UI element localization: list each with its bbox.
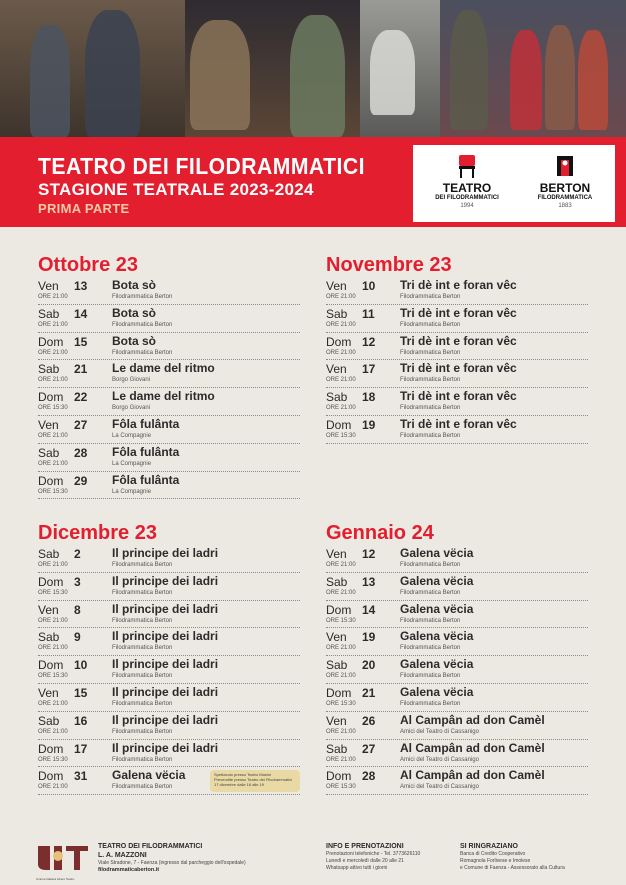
event-show: Galena vëcia xyxy=(400,573,474,588)
event-date: 19 xyxy=(362,630,376,645)
event-show: Il principe dei ladri xyxy=(112,740,219,755)
event-time: ORE 15:30 xyxy=(326,432,356,439)
event-date: 12 xyxy=(362,547,376,561)
event-show: Fôla fulânta xyxy=(112,472,180,487)
event-date: 29 xyxy=(74,473,88,488)
header-photo-strip xyxy=(0,0,626,137)
venue-note xyxy=(210,770,300,792)
event-show: Tri dè int e foran vêc xyxy=(400,416,517,431)
theatre-title: TEATRO DEI FILODRAMMATICI xyxy=(38,153,365,179)
event-show: Il principe dei ladri xyxy=(112,573,219,588)
event-date: 21 xyxy=(362,685,376,700)
event-time: ORE 21:00 xyxy=(38,294,68,300)
event-day: Sab xyxy=(38,445,60,460)
event-day: Ven xyxy=(326,547,347,561)
event-company: Filodrammatica Berton xyxy=(112,756,173,763)
event-row xyxy=(38,628,300,656)
event-day: Ven xyxy=(38,279,59,293)
event-day: Sab xyxy=(38,630,60,645)
event-show: Il principe dei ladri xyxy=(112,684,219,699)
note-line: 17 dicembre dalle 16 alle 19 xyxy=(214,782,265,787)
event-date: 13 xyxy=(362,574,376,589)
event-row xyxy=(326,277,588,305)
event-date: 28 xyxy=(362,769,376,784)
event-company: Filodrammatica Berton xyxy=(112,617,173,624)
logos-box xyxy=(413,145,615,222)
event-date: 28 xyxy=(74,445,88,460)
event-time: ORE 15:30 xyxy=(38,488,68,495)
event-company: Filodrammatica Berton xyxy=(112,784,173,791)
event-date: 15 xyxy=(74,685,88,700)
event-day: Sab xyxy=(38,547,60,561)
event-time: ORE 21:00 xyxy=(38,377,68,384)
event-row xyxy=(326,545,588,573)
event-time: ORE 21:00 xyxy=(38,700,68,707)
event-row xyxy=(38,360,300,388)
event-company: Filodrammatica Berton xyxy=(112,728,173,735)
event-time: ORE 21:00 xyxy=(38,432,68,439)
event-row xyxy=(38,472,300,500)
berton-logo-year: 1883 xyxy=(558,203,572,209)
event-company: Filodrammatica Berton xyxy=(112,562,173,568)
event-row xyxy=(38,305,300,333)
event-time: ORE 21:00 xyxy=(38,460,68,467)
event-date: 26 xyxy=(362,713,376,728)
event-time: ORE 21:00 xyxy=(326,728,356,735)
event-show: Al Campân ad don Camèl xyxy=(400,768,545,783)
event-show: Galena vëcia xyxy=(400,684,474,699)
event-show: Il principe dei ladri xyxy=(112,657,219,672)
event-show: Galena vëcia xyxy=(400,657,474,672)
event-time: ORE 15:30 xyxy=(326,700,356,707)
event-company: Amici del Teatro di Cassanigo xyxy=(400,728,479,735)
event-row xyxy=(326,656,588,684)
event-day: Ven xyxy=(38,602,59,617)
event-show: Tri dè int e foran vêc xyxy=(400,333,517,348)
uilt-logo xyxy=(36,842,92,881)
event-row xyxy=(326,740,588,768)
event-day: Ven xyxy=(326,362,347,377)
event-row xyxy=(326,305,588,333)
event-day: Ven xyxy=(326,713,347,728)
month-november xyxy=(326,253,588,444)
event-time: ORE 21:00 xyxy=(326,405,356,412)
thanks-block xyxy=(460,842,565,872)
event-company: La Compagnie xyxy=(112,432,152,439)
event-row xyxy=(38,444,300,472)
event-company: Filodrammatica Berton xyxy=(112,321,173,328)
event-time: ORE 15:30 xyxy=(38,405,68,412)
venue-address: Viale Stradone, 7 - Faenza (ingresso dal parcheggio dell'ospedale) xyxy=(98,860,246,866)
event-date: 14 xyxy=(74,306,88,321)
event-date: 16 xyxy=(74,713,88,728)
event-row xyxy=(326,573,588,601)
event-time: ORE 21:00 xyxy=(326,294,356,300)
event-row xyxy=(326,712,588,740)
thanks-line: Romagnola Forlivese e Imolese xyxy=(460,858,531,864)
note-line: Spettacolo presso Teatro Masini xyxy=(214,772,271,777)
event-show: Le dame del ritmo xyxy=(112,389,215,404)
event-row xyxy=(38,277,300,305)
event-date: 2 xyxy=(74,547,81,561)
month-title: Dicembre 23 xyxy=(38,522,157,544)
event-show: Fôla fulânta xyxy=(112,416,180,431)
berton-logo-sub: FILODRAMMATICA xyxy=(537,195,593,201)
chair-icon xyxy=(454,153,480,179)
event-date: 10 xyxy=(74,658,88,673)
event-company: Filodrammatica Berton xyxy=(400,321,461,328)
event-day: Dom xyxy=(326,602,352,617)
event-date: 14 xyxy=(362,602,376,617)
part-label: PRIMA PARTE xyxy=(38,201,130,216)
event-time: ORE 15:30 xyxy=(326,784,356,791)
event-date: 21 xyxy=(74,362,88,377)
month-december xyxy=(38,521,300,795)
event-date: 8 xyxy=(74,602,81,617)
event-show: Tri dè int e foran vêc xyxy=(400,389,517,404)
month-title: Ottobre 23 xyxy=(38,254,139,276)
event-show: Galena vëcia xyxy=(400,601,474,616)
info-hours: Lunedì e mercoledì dalle 20 alle 21 xyxy=(326,858,404,864)
month-january xyxy=(326,521,588,795)
event-show: Il principe dei ladri xyxy=(112,601,219,616)
teatro-logo-sub: DEI FILODRAMMATICI xyxy=(435,195,499,201)
event-time: ORE 21:00 xyxy=(326,349,356,356)
uilt-caption: Unione Italiana Libero Teatro xyxy=(36,877,75,881)
event-row xyxy=(38,601,300,629)
month-title: Gennaio 24 xyxy=(326,522,434,544)
event-row xyxy=(326,628,588,656)
event-show: Il principe dei ladri xyxy=(112,546,219,560)
event-company: Filodrammatica Berton xyxy=(400,645,461,652)
event-date: 27 xyxy=(362,741,376,756)
event-time: ORE 21:00 xyxy=(38,349,68,356)
event-day: Sab xyxy=(326,306,348,321)
teatro-logo xyxy=(427,153,507,210)
event-company: Filodrammatica Berton xyxy=(400,562,461,568)
event-company: Filodrammatica Berton xyxy=(400,617,461,624)
info-phone: Prenotazioni telefoniche - Tel. 3773626110 xyxy=(326,851,421,857)
event-show: Il principe dei ladri xyxy=(112,712,219,727)
event-company: Filodrammatica Berton xyxy=(400,589,461,596)
event-time: ORE 21:00 xyxy=(38,728,68,735)
event-time: ORE 21:00 xyxy=(326,562,356,568)
event-row xyxy=(38,545,300,573)
event-date: 3 xyxy=(74,574,81,589)
event-time: ORE 21:00 xyxy=(326,756,356,763)
event-day: Sab xyxy=(326,658,348,673)
thanks-line: e Comune di Faenza - Assessorato alla Cultura xyxy=(460,865,565,871)
event-company: Borgo Giovani xyxy=(112,377,151,384)
event-day: Dom xyxy=(38,741,64,756)
thanks-line: Banca di Credito Cooperativo xyxy=(460,851,526,857)
event-company: Filodrammatica Berton xyxy=(112,700,173,707)
event-time: ORE 21:00 xyxy=(326,589,356,596)
event-day: Dom xyxy=(38,390,64,405)
event-day: Ven xyxy=(38,685,59,700)
event-time: ORE 21:00 xyxy=(38,645,68,652)
event-day: Sab xyxy=(326,741,348,756)
event-row xyxy=(38,388,300,416)
venue-name-2: L. A. MAZZONI xyxy=(98,852,147,859)
event-row xyxy=(38,740,300,768)
event-row xyxy=(326,388,588,416)
event-date: 17 xyxy=(362,362,376,377)
event-date: 11 xyxy=(362,306,375,321)
season-title: STAGIONE TEATRALE 2023-2024 xyxy=(38,180,314,199)
event-time: ORE 21:00 xyxy=(38,562,68,568)
event-day: Dom xyxy=(38,473,64,488)
teatro-logo-name: TEATRO xyxy=(442,181,492,195)
event-company: Filodrammatica Berton xyxy=(112,349,173,356)
footer xyxy=(0,830,626,885)
event-day: Ven xyxy=(326,279,347,293)
event-show: Le dame del ritmo xyxy=(112,361,215,376)
event-date: 15 xyxy=(74,334,88,349)
event-day: Dom xyxy=(38,658,64,673)
event-show: Tri dè int e foran vêc xyxy=(400,361,517,376)
event-company: Filodrammatica Berton xyxy=(112,294,173,300)
event-day: Sab xyxy=(38,713,60,728)
event-day: Dom xyxy=(38,769,64,784)
event-company: Filodrammatica Berton xyxy=(112,645,173,652)
thanks-title: SI RINGRAZIANO xyxy=(460,843,518,850)
event-time: ORE 21:00 xyxy=(326,321,356,328)
venue-block xyxy=(98,842,246,874)
note-line: Prevendite presso Teatro dei Filodrammatici xyxy=(214,777,292,782)
event-row xyxy=(326,767,588,795)
event-time: ORE 21:00 xyxy=(38,784,68,791)
event-company: Filodrammatica Berton xyxy=(400,700,461,707)
event-day: Dom xyxy=(326,769,352,784)
event-company: Filodrammatica Berton xyxy=(400,673,461,680)
event-time: ORE 15:30 xyxy=(38,756,68,763)
event-row xyxy=(38,416,300,444)
event-time: ORE 15:30 xyxy=(38,673,68,680)
event-date: 18 xyxy=(362,390,376,405)
event-company: La Compagnie xyxy=(112,488,152,495)
event-company: Borgo Giovani xyxy=(112,405,151,412)
event-day: Sab xyxy=(38,362,60,377)
event-show: Il principe dei ladri xyxy=(112,629,219,644)
event-date: 27 xyxy=(74,417,88,432)
event-date: 22 xyxy=(74,390,88,405)
event-show: Tri dè int e foran vêc xyxy=(400,278,517,292)
event-date: 19 xyxy=(362,417,376,432)
berton-mark-icon xyxy=(552,153,578,179)
event-date: 20 xyxy=(362,658,376,673)
event-day: Dom xyxy=(326,685,352,700)
month-title: Novembre 23 xyxy=(326,254,452,276)
info-block xyxy=(326,842,420,872)
event-date: 31 xyxy=(74,769,88,784)
event-show: Galena vëcia xyxy=(400,629,474,644)
event-day: Sab xyxy=(38,306,60,321)
month-october xyxy=(38,253,300,499)
event-date: 10 xyxy=(362,279,376,293)
uilt-logo-icon xyxy=(36,842,90,872)
venue-website-link[interactable]: filodrammaticaberton.it xyxy=(98,867,160,873)
event-row xyxy=(326,360,588,388)
event-date: 13 xyxy=(74,279,88,293)
teatro-logo-year: 1994 xyxy=(460,203,474,209)
event-time: ORE 21:00 xyxy=(326,673,356,680)
event-row xyxy=(326,333,588,361)
berton-logo-name: BERTON xyxy=(539,181,591,195)
event-show: Bota sò xyxy=(112,305,157,320)
event-show: Bota sò xyxy=(112,333,157,348)
event-day: Ven xyxy=(326,630,347,645)
info-title: INFO E PRENOTAZIONI xyxy=(326,843,404,850)
event-day: Dom xyxy=(326,417,352,432)
event-row xyxy=(38,712,300,740)
event-day: Dom xyxy=(326,334,352,349)
event-company: Filodrammatica Berton xyxy=(400,349,461,356)
event-company: Filodrammatica Berton xyxy=(400,377,461,384)
event-time: ORE 21:00 xyxy=(38,617,68,624)
event-day: Dom xyxy=(38,334,64,349)
event-company: Filodrammatica Berton xyxy=(112,673,173,680)
event-date: 12 xyxy=(362,334,376,349)
event-time: ORE 21:00 xyxy=(326,645,356,652)
event-company: La Compagnie xyxy=(112,460,152,467)
berton-logo xyxy=(525,153,605,210)
event-company: Filodrammatica Berton xyxy=(400,405,461,412)
event-show: Galena vëcia xyxy=(400,546,474,560)
event-show: Bota sò xyxy=(112,278,157,292)
event-date: 9 xyxy=(74,630,81,645)
event-show: Tri dè int e foran vêc xyxy=(400,305,517,320)
event-time: ORE 21:00 xyxy=(326,377,356,384)
event-row xyxy=(326,416,588,444)
event-time: ORE 15:30 xyxy=(38,589,68,596)
event-row xyxy=(38,656,300,684)
event-row xyxy=(38,333,300,361)
event-company: Filodrammatica Berton xyxy=(112,589,173,596)
event-show: Galena vëcia xyxy=(112,768,186,783)
event-company: Filodrammatica Berton xyxy=(400,432,461,439)
event-row xyxy=(38,684,300,712)
event-day: Sab xyxy=(326,390,348,405)
event-date: 17 xyxy=(74,741,88,756)
event-day: Sab xyxy=(326,574,348,589)
event-row xyxy=(326,684,588,712)
venue-name: TEATRO DEI FILODRAMMATICI xyxy=(98,843,203,850)
event-show: Al Campân ad don Camèl xyxy=(400,712,545,727)
event-company: Amici del Teatro di Cassanigo xyxy=(400,756,479,763)
event-row xyxy=(326,601,588,629)
event-show: Al Campân ad don Camèl xyxy=(400,740,545,755)
event-row xyxy=(38,573,300,601)
info-whatsapp: Whatsapp attivo tutti i giorni xyxy=(326,865,388,871)
event-day: Dom xyxy=(38,574,64,589)
event-company: Filodrammatica Berton xyxy=(400,294,461,300)
event-time: ORE 21:00 xyxy=(38,321,68,328)
event-time: ORE 15:30 xyxy=(326,617,356,624)
event-day: Ven xyxy=(38,417,59,432)
event-show: Fôla fulânta xyxy=(112,444,180,459)
event-company: Amici del Teatro di Cassanigo xyxy=(400,784,479,791)
